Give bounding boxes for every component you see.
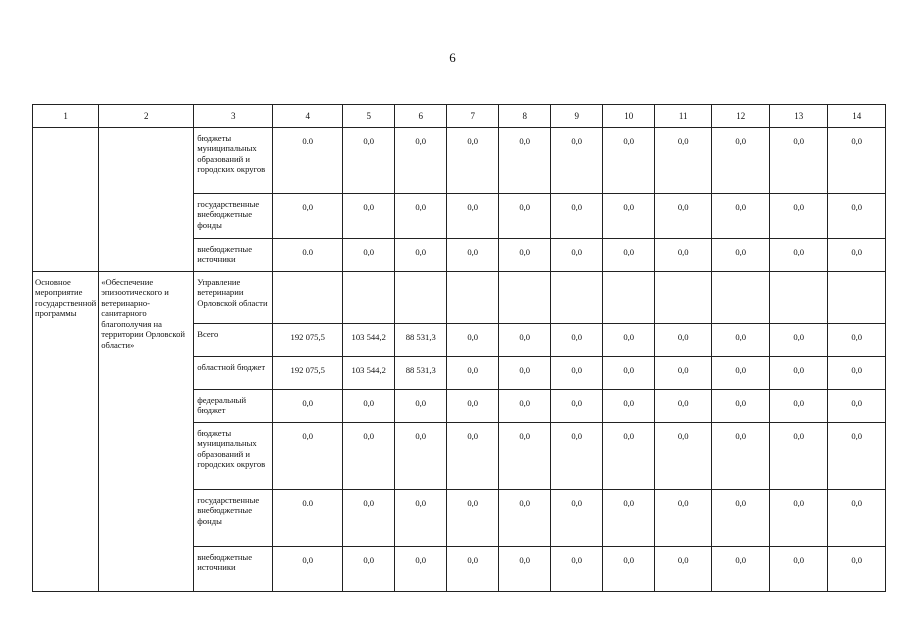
cell-value: 0,0 — [793, 202, 805, 212]
table-row — [33, 128, 886, 194]
cell-value: 0,0 — [467, 498, 479, 508]
value-cell — [712, 490, 770, 547]
row-label: государственные внебюджетные фонды — [197, 199, 260, 230]
page-number: 6 — [449, 50, 456, 65]
cell-value — [712, 272, 769, 280]
value-cell — [395, 423, 447, 490]
cell-value: 0,0 — [623, 365, 635, 375]
col1-cell-empty — [33, 128, 99, 272]
cell-value: 0,0 — [623, 202, 635, 212]
cell-value: 0,0 — [363, 555, 375, 565]
cell-value: 0,0 — [571, 202, 583, 212]
value-cell — [447, 357, 499, 390]
cell-value: 0,0 — [519, 136, 531, 146]
cell-value: 0,0 — [735, 136, 747, 146]
value-cell — [273, 194, 343, 239]
column-header: 9 — [551, 105, 603, 128]
cell-value: 0,0 — [623, 136, 635, 146]
cell-value — [770, 272, 827, 280]
cell-value: 0,0 — [793, 398, 805, 408]
cell-value: 0,0 — [793, 136, 805, 146]
value-cell — [770, 324, 828, 357]
value-cell — [499, 357, 551, 390]
column-header: 6 — [395, 105, 447, 128]
cell-value: 88 531,3 — [405, 365, 436, 375]
row-label-cell — [194, 357, 273, 390]
value-cell — [655, 324, 712, 357]
cell-value: 0,0 — [677, 332, 689, 342]
cell-value: 0,0 — [363, 247, 375, 257]
value-cell — [828, 194, 886, 239]
value-cell — [395, 357, 447, 390]
cell-value: 0,0 — [467, 398, 479, 408]
value-cell — [551, 490, 603, 547]
value-cell — [273, 490, 343, 547]
value-cell — [551, 272, 603, 324]
column-header: 5 — [343, 105, 395, 128]
cell-value: 0,0 — [363, 202, 375, 212]
value-cell — [603, 357, 655, 390]
cell-value — [343, 272, 394, 280]
row-label: внебюджетные источники — [197, 552, 253, 573]
cell-value: 0,0 — [467, 202, 479, 212]
value-cell — [603, 390, 655, 423]
row-label: Управление ветеринарии Орловской области — [197, 277, 268, 308]
cell-value: 0,0 — [851, 555, 863, 565]
value-cell — [770, 390, 828, 423]
cell-value: 0,0 — [677, 202, 689, 212]
cell-value: 0,0 — [851, 431, 863, 441]
table-body — [33, 105, 886, 592]
value-cell — [395, 272, 447, 324]
cell-value: 0,0 — [467, 555, 479, 565]
cell-value: 0,0 — [735, 431, 747, 441]
cell-value: 0,0 — [677, 398, 689, 408]
value-cell — [499, 490, 551, 547]
value-cell — [770, 547, 828, 592]
value-cell — [655, 423, 712, 490]
value-cell — [499, 239, 551, 272]
cell-value: 0,0 — [793, 365, 805, 375]
row-label-cell — [194, 272, 273, 324]
cell-value: 0,0 — [623, 398, 635, 408]
value-cell — [551, 357, 603, 390]
value-cell — [395, 490, 447, 547]
cell-value: 0,0 — [363, 498, 375, 508]
value-cell — [603, 490, 655, 547]
column-header: 8 — [499, 105, 551, 128]
cell-value: 0,0 — [571, 365, 583, 375]
value-cell — [447, 490, 499, 547]
value-cell — [712, 194, 770, 239]
cell-value: 0,0 — [302, 431, 314, 441]
row-label-cell — [194, 390, 273, 423]
value-cell — [712, 423, 770, 490]
cell-value: 0,0 — [851, 332, 863, 342]
cell-value: 0,0 — [623, 247, 635, 257]
cell-value: 0,0 — [677, 365, 689, 375]
value-cell — [770, 357, 828, 390]
row-label: Всего — [197, 329, 219, 339]
cell-value: 0,0 — [735, 247, 747, 257]
value-cell — [447, 324, 499, 357]
value-cell — [828, 390, 886, 423]
cell-value: 0,0 — [623, 498, 635, 508]
cell-value: 0,0 — [519, 365, 531, 375]
row-label: бюджеты муниципальных образований и городских округов — [197, 133, 266, 175]
cell-value: 0,0 — [519, 247, 531, 257]
cell-value: 0,0 — [793, 247, 805, 257]
cell-value — [273, 272, 342, 280]
value-cell — [343, 324, 395, 357]
cell-value: 0,0 — [793, 498, 805, 508]
row-label-cell — [194, 423, 273, 490]
cell-value: 0,0 — [851, 365, 863, 375]
value-cell — [655, 490, 712, 547]
value-cell — [770, 194, 828, 239]
value-cell — [499, 390, 551, 423]
value-cell — [551, 423, 603, 490]
value-cell — [551, 239, 603, 272]
value-cell — [447, 272, 499, 324]
column-header: 7 — [447, 105, 499, 128]
value-cell — [828, 357, 886, 390]
cell-value: 0,0 — [302, 555, 314, 565]
value-cell — [770, 239, 828, 272]
activity-type-cell — [33, 272, 99, 592]
cell-value: 0.0 — [302, 136, 314, 146]
row-label: областной бюджет — [197, 362, 266, 372]
cell-value: 0,0 — [519, 498, 531, 508]
cell-value — [551, 272, 602, 280]
cell-value: 0,0 — [793, 332, 805, 342]
value-cell — [273, 272, 343, 324]
value-cell — [499, 547, 551, 592]
cell-value: 0,0 — [677, 247, 689, 257]
value-cell — [712, 324, 770, 357]
value-cell — [447, 423, 499, 490]
value-cell — [499, 128, 551, 194]
value-cell — [499, 324, 551, 357]
row-label-cell — [194, 239, 273, 272]
value-cell — [655, 272, 712, 324]
row-label-cell — [194, 324, 273, 357]
value-cell — [770, 423, 828, 490]
value-cell — [273, 239, 343, 272]
cell-value: 0,0 — [571, 498, 583, 508]
value-cell — [343, 128, 395, 194]
value-cell — [770, 128, 828, 194]
cell-value: 0,0 — [677, 498, 689, 508]
cell-value: 0,0 — [571, 136, 583, 146]
row-label: бюджеты муниципальных образований и городских округов — [197, 428, 266, 470]
cell-value: 0,0 — [519, 398, 531, 408]
cell-value: 103 544,2 — [351, 332, 386, 342]
value-cell — [770, 272, 828, 324]
value-cell — [603, 272, 655, 324]
value-cell — [828, 423, 886, 490]
cell-value: 0,0 — [519, 202, 531, 212]
cell-value — [655, 272, 711, 280]
cell-value: 0,0 — [519, 555, 531, 565]
value-cell — [343, 547, 395, 592]
cell-value: 0,0 — [415, 202, 427, 212]
cell-value: 103 544,2 — [351, 365, 386, 375]
cell-value: 0,0 — [677, 136, 689, 146]
cell-value: 0,0 — [415, 247, 427, 257]
value-cell — [655, 390, 712, 423]
cell-value: 0,0 — [302, 202, 314, 212]
cell-value — [447, 272, 498, 280]
cell-value: 0,0 — [851, 247, 863, 257]
cell-value: 0,0 — [467, 431, 479, 441]
value-cell — [273, 547, 343, 592]
cell-value: 0,0 — [467, 247, 479, 257]
value-cell — [395, 390, 447, 423]
value-cell — [603, 194, 655, 239]
value-cell — [395, 128, 447, 194]
value-cell — [447, 239, 499, 272]
cell-value — [499, 272, 550, 280]
value-cell — [655, 194, 712, 239]
cell-value: 88 531,3 — [405, 332, 436, 342]
value-cell — [655, 547, 712, 592]
value-cell — [447, 128, 499, 194]
activity-type: Основное мероприятие государственной программы — [35, 277, 97, 319]
row-label: государственные внебюджетные фонды — [197, 495, 260, 526]
value-cell — [343, 490, 395, 547]
cell-value: 0,0 — [623, 431, 635, 441]
cell-value: 0,0 — [571, 398, 583, 408]
cell-value: 0,0 — [735, 398, 747, 408]
cell-value: 0,0 — [571, 247, 583, 257]
value-cell — [655, 128, 712, 194]
table-row — [33, 272, 886, 324]
value-cell — [447, 547, 499, 592]
cell-value: 0,0 — [519, 332, 531, 342]
cell-value: 0,0 — [735, 555, 747, 565]
cell-value: 192 075,5 — [290, 365, 325, 375]
value-cell — [828, 272, 886, 324]
cell-value: 0,0 — [851, 398, 863, 408]
value-cell — [712, 239, 770, 272]
value-cell — [343, 239, 395, 272]
cell-value: 0,0 — [735, 202, 747, 212]
row-label: федеральный бюджет — [197, 395, 247, 416]
cell-value: 0,0 — [519, 431, 531, 441]
value-cell — [655, 357, 712, 390]
column-header: 4 — [273, 105, 343, 128]
cell-value: 0,0 — [571, 555, 583, 565]
cell-value: 0,0 — [793, 555, 805, 565]
cell-value: 0,0 — [415, 431, 427, 441]
cell-value: 0,0 — [363, 398, 375, 408]
value-cell — [447, 390, 499, 423]
value-cell — [395, 239, 447, 272]
value-cell — [551, 194, 603, 239]
cell-value: 0,0 — [571, 332, 583, 342]
value-cell — [603, 128, 655, 194]
cell-value: 0,0 — [623, 555, 635, 565]
column-header: 1 — [33, 105, 99, 128]
cell-value: 192 075,5 — [290, 332, 325, 342]
value-cell — [828, 239, 886, 272]
cell-value: 0,0 — [571, 431, 583, 441]
row-label-cell — [194, 194, 273, 239]
column-header: 12 — [712, 105, 770, 128]
cell-value: 0,0 — [851, 498, 863, 508]
cell-value: 0,0 — [851, 202, 863, 212]
value-cell — [828, 547, 886, 592]
value-cell — [551, 128, 603, 194]
value-cell — [499, 272, 551, 324]
cell-value: 0,0 — [415, 136, 427, 146]
value-cell — [343, 390, 395, 423]
value-cell — [273, 357, 343, 390]
cell-value — [828, 272, 885, 280]
value-cell — [603, 547, 655, 592]
cell-value: 0.0 — [302, 498, 314, 508]
cell-value: 0,0 — [415, 555, 427, 565]
cell-value: 0,0 — [467, 365, 479, 375]
cell-value: 0,0 — [735, 365, 747, 375]
value-cell — [770, 490, 828, 547]
column-header: 11 — [655, 105, 712, 128]
value-cell — [828, 490, 886, 547]
value-cell — [551, 390, 603, 423]
value-cell — [273, 390, 343, 423]
table-header-row — [33, 105, 886, 128]
value-cell — [343, 272, 395, 324]
value-cell — [343, 423, 395, 490]
value-cell — [712, 547, 770, 592]
column-header: 3 — [194, 105, 273, 128]
row-label: внебюджетные источники — [197, 244, 253, 265]
column-header: 14 — [828, 105, 886, 128]
value-cell — [712, 272, 770, 324]
value-cell — [447, 194, 499, 239]
budget-table — [32, 104, 886, 592]
value-cell — [343, 194, 395, 239]
cell-value: 0,0 — [363, 136, 375, 146]
cell-value: 0,0 — [793, 431, 805, 441]
col2-cell-empty — [99, 128, 194, 272]
cell-value: 0,0 — [623, 332, 635, 342]
value-cell — [603, 423, 655, 490]
value-cell — [395, 324, 447, 357]
value-cell — [828, 128, 886, 194]
cell-value — [395, 272, 446, 280]
value-cell — [273, 324, 343, 357]
value-cell — [273, 423, 343, 490]
cell-value: 0,0 — [415, 498, 427, 508]
cell-value: 0,0 — [302, 398, 314, 408]
value-cell — [712, 357, 770, 390]
value-cell — [395, 194, 447, 239]
value-cell — [828, 324, 886, 357]
value-cell — [499, 423, 551, 490]
cell-value: 0,0 — [467, 136, 479, 146]
value-cell — [343, 357, 395, 390]
cell-value: 0,0 — [735, 498, 747, 508]
cell-value: 0,0 — [677, 431, 689, 441]
cell-value: 0,0 — [363, 431, 375, 441]
row-label-cell — [194, 490, 273, 547]
value-cell — [712, 128, 770, 194]
cell-value: 0.0 — [302, 247, 314, 257]
value-cell — [655, 239, 712, 272]
cell-value: 0,0 — [851, 136, 863, 146]
value-cell — [395, 547, 447, 592]
value-cell — [603, 324, 655, 357]
value-cell — [603, 239, 655, 272]
cell-value: 0,0 — [415, 398, 427, 408]
column-header: 10 — [603, 105, 655, 128]
row-label-cell — [194, 547, 273, 592]
value-cell — [499, 194, 551, 239]
column-header: 13 — [770, 105, 828, 128]
row-label-cell — [194, 128, 273, 194]
value-cell — [551, 547, 603, 592]
cell-value: 0,0 — [677, 555, 689, 565]
cell-value: 0,0 — [467, 332, 479, 342]
activity-name: «Обеспечение эпизоотического и ветеринарно-санитарного благополучия на территории Орловской области» — [101, 277, 186, 350]
activity-name-cell — [99, 272, 194, 592]
cell-value: 0,0 — [735, 332, 747, 342]
value-cell — [712, 390, 770, 423]
value-cell — [273, 128, 343, 194]
value-cell — [551, 324, 603, 357]
cell-value — [603, 272, 654, 280]
column-header: 2 — [99, 105, 194, 128]
